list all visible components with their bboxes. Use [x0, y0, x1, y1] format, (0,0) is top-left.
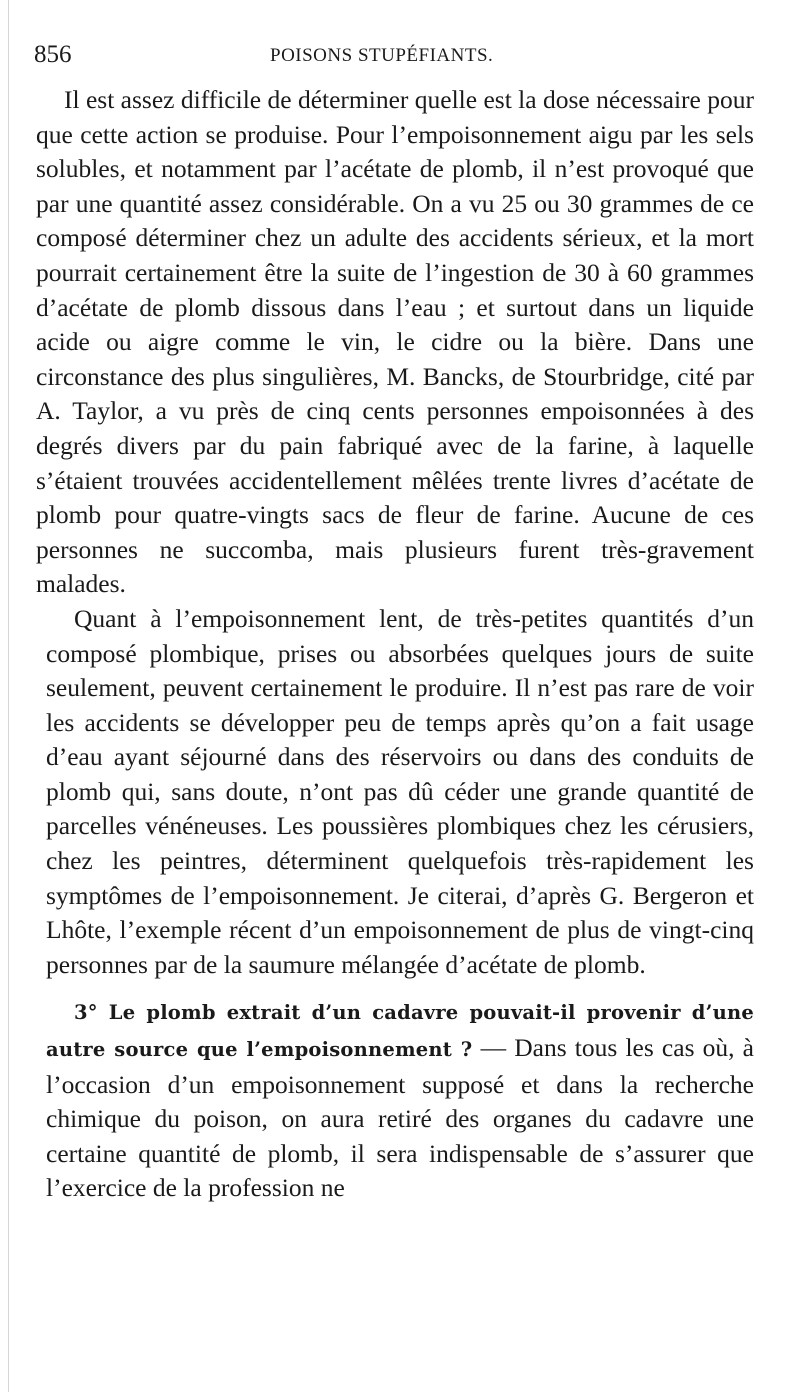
paragraph-section-3 [36, 994, 754, 1206]
section-text: — Dans tous les cas où, à l’occasion d’un empoisonnement supposé et dans la recherche chimique du poison, on aura retiré des organes du cadavre une certaine quantité de plomb, il sera indispensable de s’assurer que l’exercice de la profession ne [46, 1033, 754, 1203]
section-heading: 3° Le plomb extrait d’un cadavre pouvait-il provenir d’une autre source que l’empoisonnement ? [46, 1001, 754, 1062]
body-text [36, 83, 754, 1206]
page-header [34, 40, 754, 74]
paragraph-dose: Il est assez difficile de déterminer quelle est la dose nécessaire pour que cette action se produise. Pour l’empoisonnement aigu par les sels solubles, et notamment par l’acétate de plomb, il n’est provoqué que par une quantité assez considérable. On a vu 25 ou 30 grammes de ce composé déterminer chez un adulte des accidents sérieux, et la mort pourrait certainement être la suite de l’ingestion de 30 à 60 grammes d’acétate de plomb dissous dans l’eau ; et surtout dans un liquide acide ou aigre comme le vin, le cidre ou la bière. Dans une circonstance des plus singulières, M. Bancks, de Stourbridge, cité par A. Taylor, a vu près de cinq cents personnes empoisonnées à des degrés divers par du pain fabriqué avec de la farine, à laquelle s’étaient trouvées accidentellement mêlées trente livres d’acétate de plomb pour quatre-vingts sacs de fleur de farine. Aucune de ces personnes ne succomba, mais plusieurs furent très-gravement malades. [36, 85, 754, 599]
page-edge-line [8, 0, 9, 1392]
running-title: POISONS STUPÉFIANTS. [270, 45, 494, 66]
page-number: 856 [34, 41, 72, 68]
paragraph-slow-poisoning: Quant à l’empoisonnement lent, de très-petites quantités d’un composé plombique, prises ou absorbées quelques jours de suite seulement, peuvent certainement le produire. Il n’est pas rare de voir les accidents se développer peu de temps après qu’on a fait usage d’eau ayant séjourné dans des réservoirs ou dans des conduits de plomb qui, sans doute, n’ont pas dû céder une grande quantité de parcelles vénéneuses. Les poussières plombiques chez les cérusiers, chez les peintres, déterminent quelquefois très-rapidement les symptômes de l’empoisonnement. Je citerai, d’après G. Bergeron et Lhôte, l’exemple récent d’un empoisonnement de plus de vingt-cinq personnes par de la saumure mélangée d’acétate de plomb. [46, 603, 754, 979]
